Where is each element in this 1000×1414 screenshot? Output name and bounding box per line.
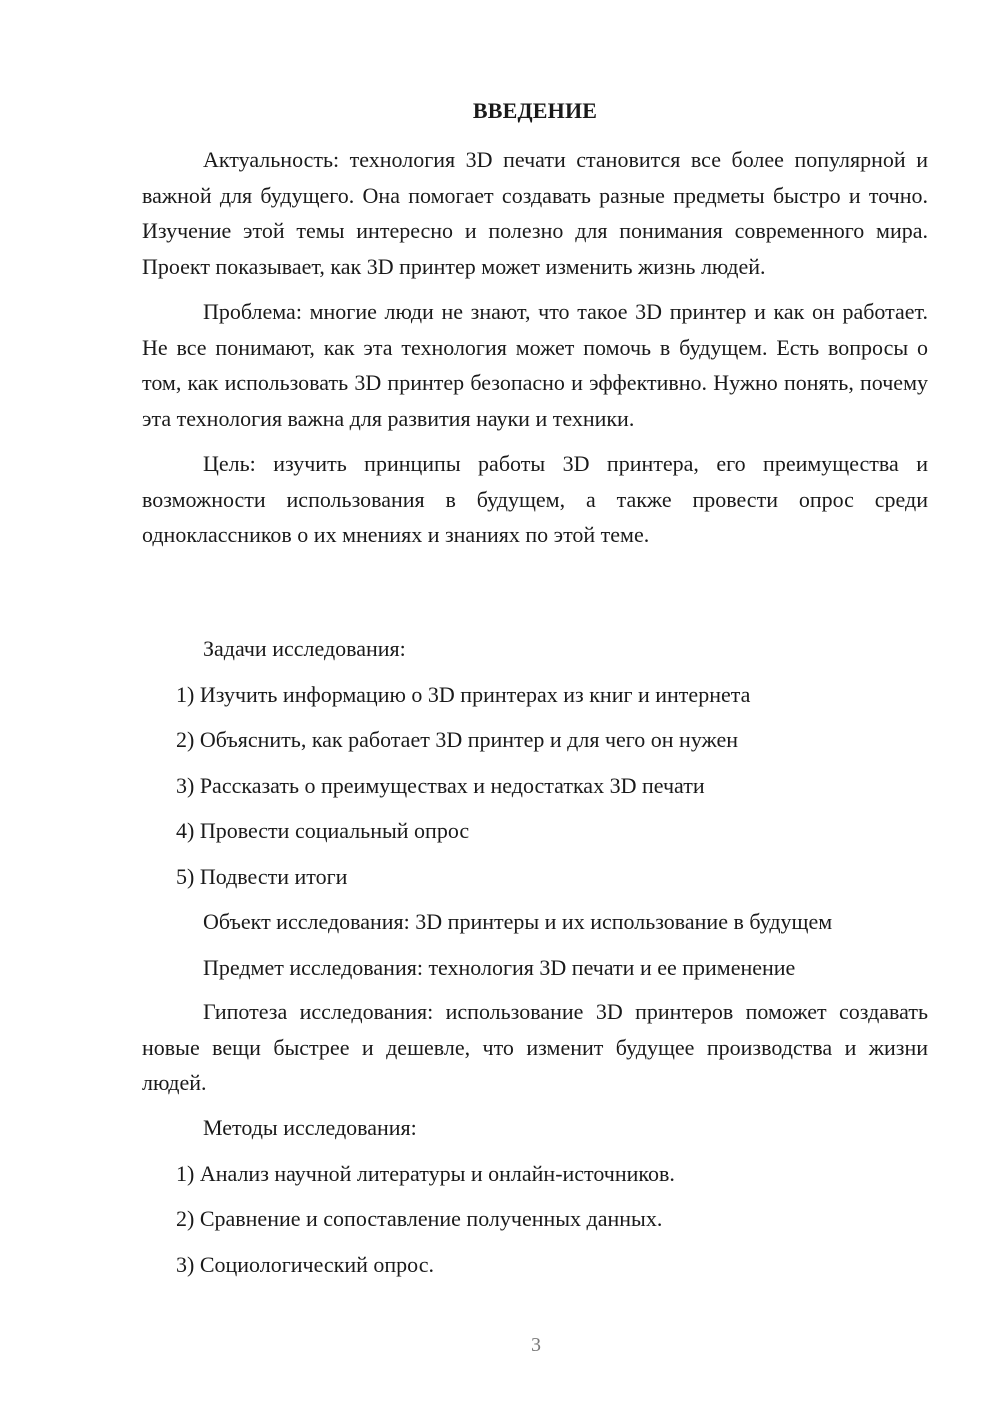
method-item: 3) Социологический опрос. xyxy=(176,1251,434,1277)
method-item: 2) Сравнение и сопоставление полученных данных. xyxy=(176,1206,663,1231)
object-line: Объект исследования: 3D принтеры и их использование в будущем xyxy=(203,909,833,934)
task-item: 3) Рассказать о преимуществах и недостатках 3D печати xyxy=(176,772,705,798)
page-number: 3 xyxy=(531,1334,541,1356)
section-heading: ВВЕДЕНИЕ xyxy=(472,98,598,123)
hypothesis-paragraph: Гипотеза исследования: использование 3D принтеров поможет создавать новые вещи быстрее и дешевле, что изменит будущее производства и жизни людей. xyxy=(142,999,928,1095)
relevance-paragraph: Актуальность: технология 3D печати становится все более популярной и важной для будущего. Она помогает создавать разные предметы быстро и точно. Изучение этой темы интересно и полезно для понимания современного мира. Проект показывает, как 3D принтер может изменить жизнь людей. xyxy=(142,147,928,279)
method-item: 1) Анализ научной литературы и онлайн-источников. xyxy=(176,1160,675,1186)
intro-body xyxy=(142,142,928,553)
methods-title: Методы исследования: xyxy=(203,1115,417,1140)
tasks-title: Задачи исследования: xyxy=(203,636,406,661)
task-item: 4) Провести социальный опрос xyxy=(176,818,470,843)
tasks-section xyxy=(142,631,928,995)
problem-paragraph: Проблема: многие люди не знают, что такое 3D принтер и как он работает. Не все понимают, как эта технология может помочь в будущем. Есть вопросы о том, как использовать 3D принтер безопасно и эффективно. Нужно понять, почему эта технология важна для развития науки и техники. xyxy=(142,299,928,431)
task-item: 2) Объяснить, как работает 3D принтер и для чего он нужен xyxy=(176,727,738,752)
task-item: 5) Подвести итоги xyxy=(176,863,348,889)
subject-line: Предмет исследования: технология 3D печати и ее применение xyxy=(203,954,796,980)
methods-section xyxy=(142,1110,928,1292)
goal-paragraph: Цель: изучить принципы работы 3D принтера, его преимущества и возможности использования в будущем, а также провести опрос среди одноклассников о их мнениях и знаниях по этой теме. xyxy=(142,451,928,547)
task-item: 1) Изучить информацию о 3D принтерах из книг и интернета xyxy=(176,681,751,707)
hypothesis-section xyxy=(142,994,928,1101)
